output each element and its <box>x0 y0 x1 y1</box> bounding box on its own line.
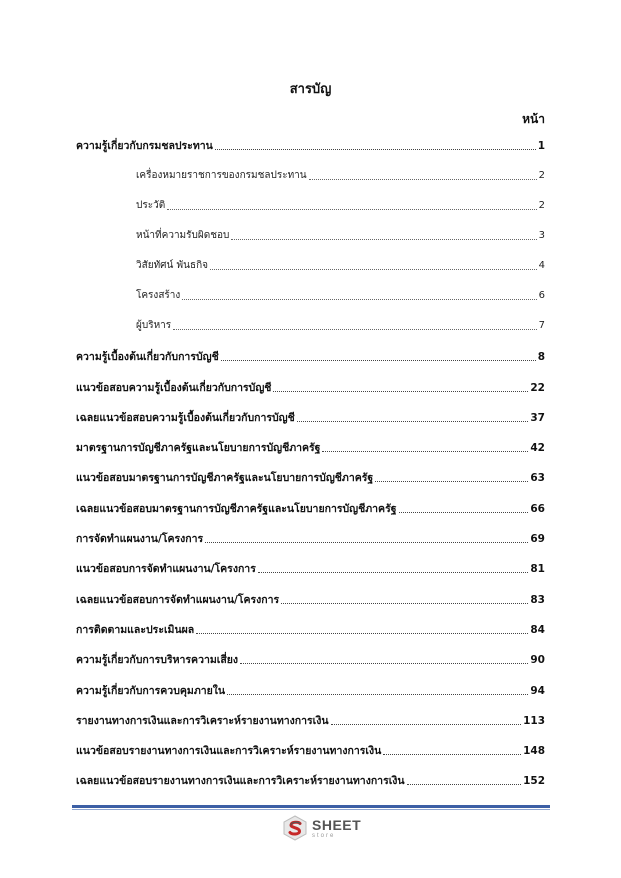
dot-leader <box>322 451 528 452</box>
toc-entry[interactable] <box>76 713 545 729</box>
logo-word: SHEET <box>312 816 362 833</box>
dot-leader <box>182 299 536 300</box>
toc-subentry[interactable] <box>136 168 545 184</box>
dot-leader <box>210 269 537 270</box>
toc-entry[interactable] <box>76 349 545 365</box>
toc-entry-label: เฉลยแนวข้อสอบความรู้เบื้องต้นเกี่ยวกับการบัญชี <box>76 412 295 424</box>
toc-entry[interactable] <box>76 501 545 517</box>
sheet-store-s-logo-icon <box>282 815 308 841</box>
toc-subentry[interactable] <box>136 228 545 244</box>
toc-entry-label: หน้าที่ความรับผิดชอบ <box>136 230 230 241</box>
toc-entry-page: 90 <box>530 654 545 666</box>
toc-entry[interactable] <box>76 652 545 668</box>
toc-entry-page: 8 <box>537 351 545 363</box>
toc-entry[interactable] <box>76 773 545 789</box>
toc-entry-page: 42 <box>530 442 545 454</box>
toc-entry-label: ประวัติ <box>136 200 166 211</box>
logo-subtext: store <box>312 832 336 839</box>
toc-entry[interactable] <box>76 440 545 456</box>
toc-entry-label: การจัดทำแผนงาน/โครงการ <box>76 533 204 545</box>
dot-leader <box>375 481 528 482</box>
footer-rule <box>72 805 550 808</box>
dot-leader <box>399 512 529 513</box>
toc-entry-label: ความรู้เบื้องต้นเกี่ยวกับการบัญชี <box>76 351 219 363</box>
dot-leader <box>273 391 528 392</box>
page-column-header: หน้า <box>522 112 545 126</box>
toc-entry-page: 3 <box>538 230 545 241</box>
toc-entry[interactable] <box>76 380 545 396</box>
toc-entry-label: แนวข้อสอบความรู้เบื้องต้นเกี่ยวกับการบัญชี <box>76 382 272 394</box>
toc-entry-label: ความรู้เกี่ยวกับการบริหารความเสี่ยง <box>76 654 239 666</box>
dot-leader <box>240 663 528 664</box>
dot-leader <box>231 239 536 240</box>
toc-entry-page: 2 <box>538 170 545 181</box>
dot-leader <box>221 360 536 361</box>
toc-subentry[interactable] <box>136 198 545 214</box>
page-title: สารบัญ <box>289 82 332 97</box>
footer-rule-thin <box>72 809 550 810</box>
toc-entry-page: 63 <box>530 472 545 484</box>
toc-entry-label: เฉลยแนวข้อสอบมาตรฐานการบัญชีภาครัฐและนโยบายการบัญชีภาครัฐ <box>76 503 397 515</box>
toc-entry-page: 81 <box>530 563 545 575</box>
toc-subentry[interactable] <box>136 318 545 334</box>
toc-entry[interactable] <box>76 622 545 638</box>
logo-text <box>312 818 361 839</box>
toc-entry[interactable] <box>76 531 545 547</box>
toc-entry-page: 22 <box>530 382 545 394</box>
toc-entry-label: รายงานทางการเงินและการวิเคราะห์รายงานทางการเงิน <box>76 715 329 727</box>
toc-entry-page: 148 <box>523 745 545 757</box>
toc-entry-label: แนวข้อสอบมาตรฐานการบัญชีภาครัฐและนโยบายการบัญชีภาครัฐ <box>76 472 374 484</box>
toc-entry-label: โครงสร้าง <box>136 290 181 301</box>
toc-entry-page: 83 <box>530 594 545 606</box>
dot-leader <box>383 754 521 755</box>
toc-entry-page: 37 <box>530 412 545 424</box>
toc-entry-label: วิสัยทัศน์ พันธกิจ <box>136 260 208 271</box>
toc-entry-label: เครื่องหมายราชการของกรมชลประทาน <box>136 170 307 181</box>
dot-leader <box>215 149 536 150</box>
toc-subentry[interactable] <box>136 288 545 304</box>
dot-leader <box>258 572 529 573</box>
toc-entry-label: การติดตามและประเมินผล <box>76 624 195 636</box>
dot-leader <box>167 209 536 210</box>
toc-entry-page: 6 <box>538 290 545 301</box>
toc-entry[interactable] <box>76 410 545 426</box>
toc-entry-page: 113 <box>523 715 545 727</box>
dot-leader <box>196 633 528 634</box>
dot-leader <box>297 421 529 422</box>
dot-leader <box>281 603 528 604</box>
toc-entry-label: เฉลยแนวข้อสอบการจัดทำแผนงาน/โครงการ <box>76 594 280 606</box>
toc-entry[interactable] <box>76 561 545 577</box>
dot-leader <box>309 179 537 180</box>
toc-entry-page: 69 <box>530 533 545 545</box>
toc-entry-page: 152 <box>523 775 545 787</box>
toc-entry[interactable] <box>76 683 545 699</box>
toc-entry-page: 84 <box>530 624 545 636</box>
toc-entry-page: 66 <box>530 503 545 515</box>
toc-entry-label: ผู้บริหาร <box>136 320 172 331</box>
toc-entry-label: แนวข้อสอบรายงานทางการเงินและการวิเคราะห์รายงานทางการเงิน <box>76 745 382 757</box>
toc-subentry[interactable] <box>136 258 545 274</box>
toc-entry-label: แนวข้อสอบการจัดทำแผนงาน/โครงการ <box>76 563 256 575</box>
toc-entry-label: ความรู้เกี่ยวกับกรมชลประทาน <box>76 140 213 152</box>
dot-leader <box>407 784 521 785</box>
toc-entry[interactable] <box>76 470 545 486</box>
toc-entry[interactable] <box>76 743 545 759</box>
toc-entry-page: 2 <box>538 200 545 211</box>
footer-logo <box>282 815 361 841</box>
toc-entry-page: 4 <box>538 260 545 271</box>
dot-leader <box>227 694 528 695</box>
toc-entry[interactable] <box>76 138 545 154</box>
toc-entry-label: มาตรฐานการบัญชีภาครัฐและนโยบายการบัญชีภาครัฐ <box>76 442 321 454</box>
toc-entry-label: ความรู้เกี่ยวกับการควบคุมภายใน <box>76 685 226 697</box>
dot-leader <box>205 542 528 543</box>
toc-entry-label: เฉลยแนวข้อสอบรายงานทางการเงินและการวิเคราะห์รายงานทางการเงิน <box>76 775 405 787</box>
toc-entry[interactable] <box>76 592 545 608</box>
dot-leader <box>173 329 536 330</box>
dot-leader <box>331 724 521 725</box>
toc-entry-page: 1 <box>537 140 545 152</box>
toc-entry-page: 94 <box>530 685 545 697</box>
toc-entry-page: 7 <box>538 320 545 331</box>
